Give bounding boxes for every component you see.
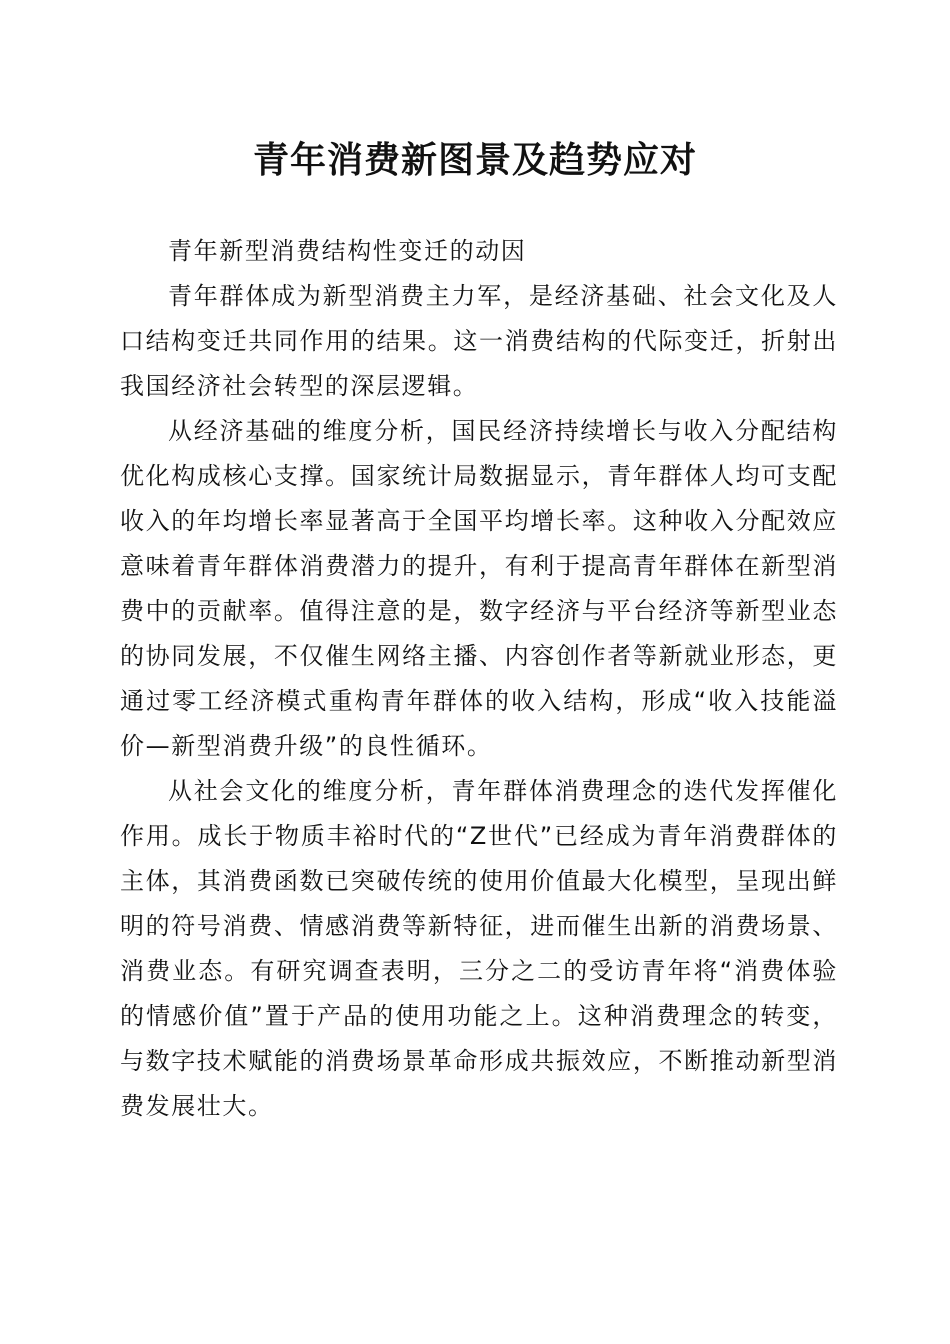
paragraph: 从经济基础的维度分析，国民经济持续增长与收入分配结构优化构成核心支撑。国家统计局数据显示，青年群体人均可支配收入的年均增长率显著高于全国平均增长率。这种收入分配效应意味着青年群体消费潜力的提升，有利于提高青年群体在新型消费中的贡献率。值得注意的是，数字经济与平台经济等新型业态的协同发展，不仅催生网络主播、内容创作者等新就业形态，更通过零工经济模式重构青年群体的收入结构，形成“收入技能溢价—新型消费升级”的良性循环。 [120, 417, 838, 760]
document-body [120, 229, 838, 1129]
paragraph: 青年群体成为新型消费主力军，是经济基础、社会文化及人口结构变迁共同作用的结果。这一消费结构的代际变迁，折射出我国经济社会转型的深层逻辑。 [120, 282, 838, 400]
document-title: 青年消费新图景及趋势应对 [252, 139, 697, 181]
paragraph: 从社会文化的维度分析，青年群体消费理念的迭代发挥催化作用。成长于物质丰裕时代的“Z世代”已经成为青年消费群体的主体，其消费函数已突破传统的使用价值最大化模型，呈现出鲜明的符号消费、情感消费等新特征，进而催生出新的消费场景、消费业态。有研究调查表明，三分之二的受访青年将“消费体验的情感价值”置于产品的使用功能之上。这种消费理念的转变，与数字技术赋能的消费场景革命形成共振效应，不断推动新型消费发展壮大。 [120, 777, 838, 1120]
section-heading: 青年新型消费结构性变迁的动因 [168, 237, 527, 265]
